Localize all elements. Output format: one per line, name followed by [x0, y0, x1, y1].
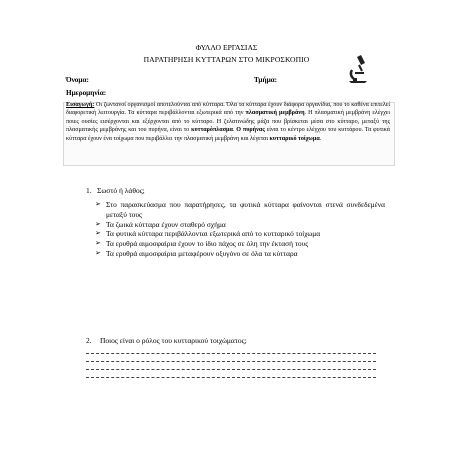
arrow-bullet-icon: ➢ — [95, 239, 101, 248]
arrow-bullet-icon: ➢ — [95, 219, 101, 228]
list-item: ➢ Τα φυτικά κύτταρα περιβάλλονται εξωτερικά από το κυτταρικό τοίχωμα — [95, 229, 321, 239]
question-1-text: Σωστό ή λάθος; — [97, 186, 145, 195]
name-label: Όνομα: — [66, 76, 89, 84]
question-2-text: Ποιος είναι ο ρόλος του κυτταρικού τοιχώματος; — [100, 336, 247, 345]
answer-line[interactable] — [86, 353, 376, 354]
term-cytoplasm: κυτταρόπλασμα — [191, 127, 233, 134]
answer-line[interactable] — [86, 377, 376, 378]
term-plasma-membrane: πλασματική μεμβράνη — [245, 110, 305, 117]
date-label: Ημερομηνία: — [66, 89, 107, 97]
list-item: ➢ Στο παρασκεύασμα που παρατήρησες, τα φυτικά κύτταρα φαίνονται στενά συνδεδεμένα μεταξύ τους — [95, 200, 385, 219]
list-item: ➢ Τα ζωικά κύτταρα έχουν σταθερό σχήμα — [95, 219, 226, 229]
true-false-list — [95, 200, 385, 259]
arrow-bullet-icon: ➢ — [95, 248, 101, 257]
list-item: ➢ Τα ερυθρά αιμοσφαίρια μεταφέρουν οξυγόνο σε όλα τα κύτταρα — [95, 248, 298, 258]
list-item: ➢ Τα ερυθρά αιμοσφαίρια έχουν το ίδιο πάχος σε όλη την έκτασή τους — [95, 239, 309, 249]
microscope-icon — [345, 54, 371, 84]
question-2-number: 2. — [86, 336, 92, 345]
arrow-bullet-icon: ➢ — [95, 229, 101, 238]
class-label: Τμήμα: — [254, 76, 278, 84]
answer-line[interactable] — [86, 361, 376, 362]
intro-heading: Εισαγωγή: — [66, 102, 95, 108]
term-cell-wall: κυτταρικό τοίχωμα — [269, 135, 320, 142]
arrow-bullet-icon: ➢ — [95, 200, 101, 208]
question-1-number: 1. — [86, 186, 92, 195]
worksheet-subtitle: ΠΑΡΑΤΗΡΗΣΗ ΚΥΤΤΑΡΩΝ ΣΤΟ ΜΙΚΡΟΣΚΟΠΙΟ — [143, 55, 310, 64]
worksheet-title: ΦΥΛΛΟ ΕΡΓΑΣΙΑΣ — [195, 43, 258, 52]
answer-line[interactable] — [86, 369, 376, 370]
term-nucleus: Ο πυρήνας — [236, 127, 265, 134]
intro-paragraph: Εισαγωγή: Οι ζωντανοί οργανισμοί αποτελούνται από κύτταρα. Όλα τα κύτταρα έχουν διάφορα οργανίδια, που το καθένα επιτελεί διαφορετική λειτουργία. Τα κύτταρα περιβάλλονται εξωτερικά από την πλασματική μεμβράνη. Η πλασματική μεμβράνη ελέγχει ποιες ουσίες εισέρχονται και εξέρχονται από το κύτταρο. Η ζελατινώδης μάζα που βρίσκεται μέσα στο κύτταρο, μεταξύ της πλασματικής μεμβράνης και του πυρήνα, είναι το κυτταρόπλασμα. Ο πυρήνας είναι το κέντρο ελέγχου του κυττάρου. Τα φυτικά κύτταρα έχουν ένα τοίχωμα που περιβάλλει την πλασματική μεμβράνη και λέγεται κυτταρικό τοίχωμα. — [66, 102, 390, 142]
